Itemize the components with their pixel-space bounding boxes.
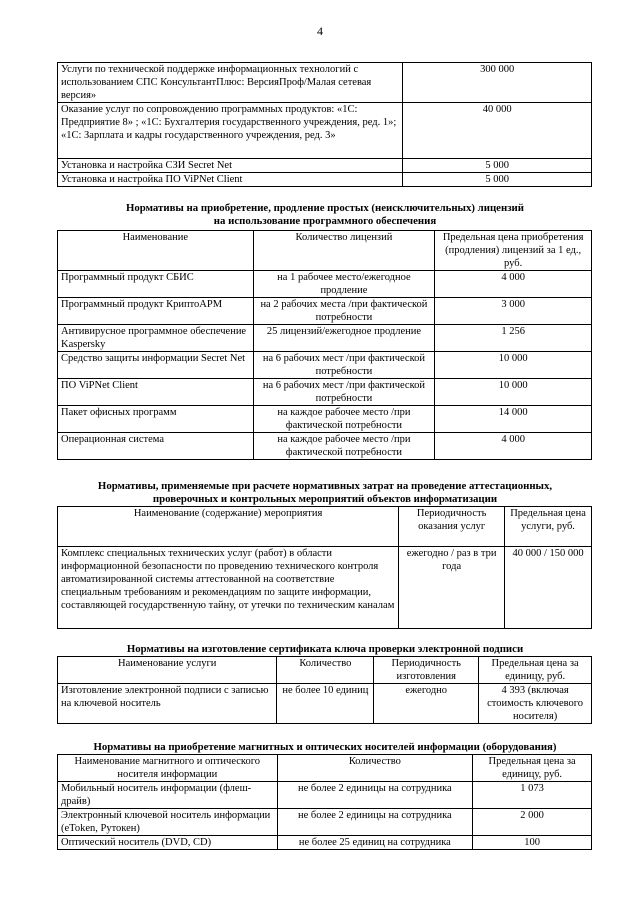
license-price: 4 000 <box>435 433 592 460</box>
col-header-name: Наименование (содержание) мероприятия <box>58 507 399 547</box>
heading-line: Нормативы, применяемые при расчете нормативных затрат на проведение аттестационных, <box>97 480 553 492</box>
media-price: 2 000 <box>473 809 592 836</box>
media-name: Электронный ключевой носитель информации (eToken, Рутокен) <box>58 809 278 836</box>
media-table <box>57 754 592 850</box>
col-header-name: Наименование магнитного и оптического носителя информации <box>58 755 278 782</box>
service-period: ежегодно <box>374 684 479 724</box>
media-price: 1 073 <box>473 782 592 809</box>
media-price: 100 <box>473 836 592 850</box>
service-name: Комплекс специальных технических услуг (работ) в области информационной безопасности по проведению технического контроля автоматизированной системы аттестованной на соответствие специальным требованиям и рекомендациям по защите информации, составляющей государственную тайну, от утечки по техническим каналам <box>58 547 399 629</box>
table-row <box>58 684 592 724</box>
heading-line: Нормативы на изготовление сертификата ключа проверки электронной подписи <box>126 643 524 655</box>
table-row <box>58 173 592 187</box>
media-name: Мобильный носитель информации (флеш-драйв) <box>58 782 278 809</box>
license-qty: на 6 рабочих мест /при фактической потребности <box>253 352 435 379</box>
services-table <box>57 62 592 187</box>
signature-heading <box>60 643 590 656</box>
license-price: 1 256 <box>435 325 592 352</box>
license-qty: 25 лицензий/ежегодное продление <box>253 325 435 352</box>
col-header-name: Наименование услуги <box>58 657 277 684</box>
license-price: 4 000 <box>435 271 592 298</box>
heading-line: проверочных и контрольных мероприятий объектов информатизации <box>152 493 498 505</box>
license-name: Программный продукт КриптоАРМ <box>58 298 254 325</box>
license-price: 10 000 <box>435 379 592 406</box>
license-name: ПО ViPNet Client <box>58 379 254 406</box>
table-row <box>58 782 592 809</box>
col-header-period: Периодичность изготовления <box>374 657 479 684</box>
table-row <box>58 433 592 460</box>
media-qty: не более 25 единиц на сотрудника <box>277 836 473 850</box>
table-row <box>58 547 592 629</box>
license-name: Программный продукт СБИС <box>58 271 254 298</box>
table-row <box>58 836 592 850</box>
heading-line: Нормативы на приобретение магнитных и оптических носителей информации (оборудования) <box>93 741 557 753</box>
table-header-row <box>58 507 592 547</box>
license-price: 3 000 <box>435 298 592 325</box>
service-price: 4 393 (включая стоимость ключевого носителя) <box>479 684 592 724</box>
table-row <box>58 406 592 433</box>
media-qty: не более 2 единицы на сотрудника <box>277 809 473 836</box>
col-header-qty: Количество <box>277 657 374 684</box>
license-name: Операционная система <box>58 433 254 460</box>
attestation-heading <box>60 480 590 506</box>
service-price: 5 000 <box>403 159 592 173</box>
service-price: 300 000 <box>403 63 592 103</box>
col-header-period: Периодичность оказания услуг <box>399 507 505 547</box>
col-header-price: Предельная цена услуги, руб. <box>505 507 592 547</box>
license-qty: на 1 рабочее место/ежегодное продление <box>253 271 435 298</box>
attestation-table <box>57 506 592 629</box>
license-qty: на каждое рабочее место /при фактической потребности <box>253 433 435 460</box>
table-row <box>58 298 592 325</box>
table-header-row <box>58 231 592 271</box>
license-price: 10 000 <box>435 352 592 379</box>
col-header-qty: Количество лицензий <box>253 231 435 271</box>
licenses-table <box>57 230 592 460</box>
table-row <box>58 325 592 352</box>
media-heading <box>60 741 590 754</box>
license-qty: на 2 рабочих места /при фактической потребности <box>253 298 435 325</box>
license-qty: на 6 рабочих мест /при фактической потребности <box>253 379 435 406</box>
table-row <box>58 809 592 836</box>
service-price: 40 000 / 150 000 <box>505 547 592 629</box>
table-row <box>58 379 592 406</box>
table-row <box>58 271 592 298</box>
service-price: 40 000 <box>403 103 592 159</box>
col-header-qty: Количество <box>277 755 473 782</box>
media-name: Оптический носитель (DVD, CD) <box>58 836 278 850</box>
col-header-name: Наименование <box>58 231 254 271</box>
col-header-price: Предельная цена за единицу, руб. <box>473 755 592 782</box>
table-row <box>58 103 592 159</box>
license-price: 14 000 <box>435 406 592 433</box>
col-header-price: Предельная цена приобретения (продления) лицензий за 1 ед., руб. <box>435 231 592 271</box>
license-name: Пакет офисных программ <box>58 406 254 433</box>
col-header-price: Предельная цена за единицу, руб. <box>479 657 592 684</box>
service-name: Услуги по технической поддержке информационных технологий с использованием СПС КонсультантПлюс: ВерсияПроф/Малая сетевая версия» <box>58 63 403 103</box>
service-name: Установка и настройка ПО ViPNet Client <box>58 173 403 187</box>
license-qty: на каждое рабочее место /при фактической потребности <box>253 406 435 433</box>
table-header-row <box>58 657 592 684</box>
service-name: Оказание услуг по сопровождению программных продуктов: «1С: Предприятие 8» ; «1С: Бухгалтерия государственного учреждения, ред. 1»; «1С: Зарплата и кадры государственного учреждения, ред. 3» <box>58 103 403 159</box>
license-name: Средство защиты информации Secret Net <box>58 352 254 379</box>
license-name: Антивирусное программное обеспечение Kaspersky <box>58 325 254 352</box>
heading-line: на использование программного обеспечения <box>213 215 437 227</box>
service-price: 5 000 <box>403 173 592 187</box>
table-row <box>58 63 592 103</box>
page-number: 4 <box>317 24 323 38</box>
table-row <box>58 159 592 173</box>
table-row <box>58 352 592 379</box>
table-header-row <box>58 755 592 782</box>
service-name: Изготовление электронной подписи с записью на ключевой носитель <box>58 684 277 724</box>
heading-line: Нормативы на приобретение, продление простых (неисключительных) лицензий <box>126 202 524 214</box>
service-period: ежегодно / раз в три года <box>399 547 505 629</box>
service-qty: не более 10 единиц <box>277 684 374 724</box>
service-name: Установка и настройка СЗИ Secret Net <box>58 159 403 173</box>
signature-table <box>57 656 592 724</box>
licenses-heading <box>60 202 590 228</box>
media-qty: не более 2 единицы на сотрудника <box>277 782 473 809</box>
